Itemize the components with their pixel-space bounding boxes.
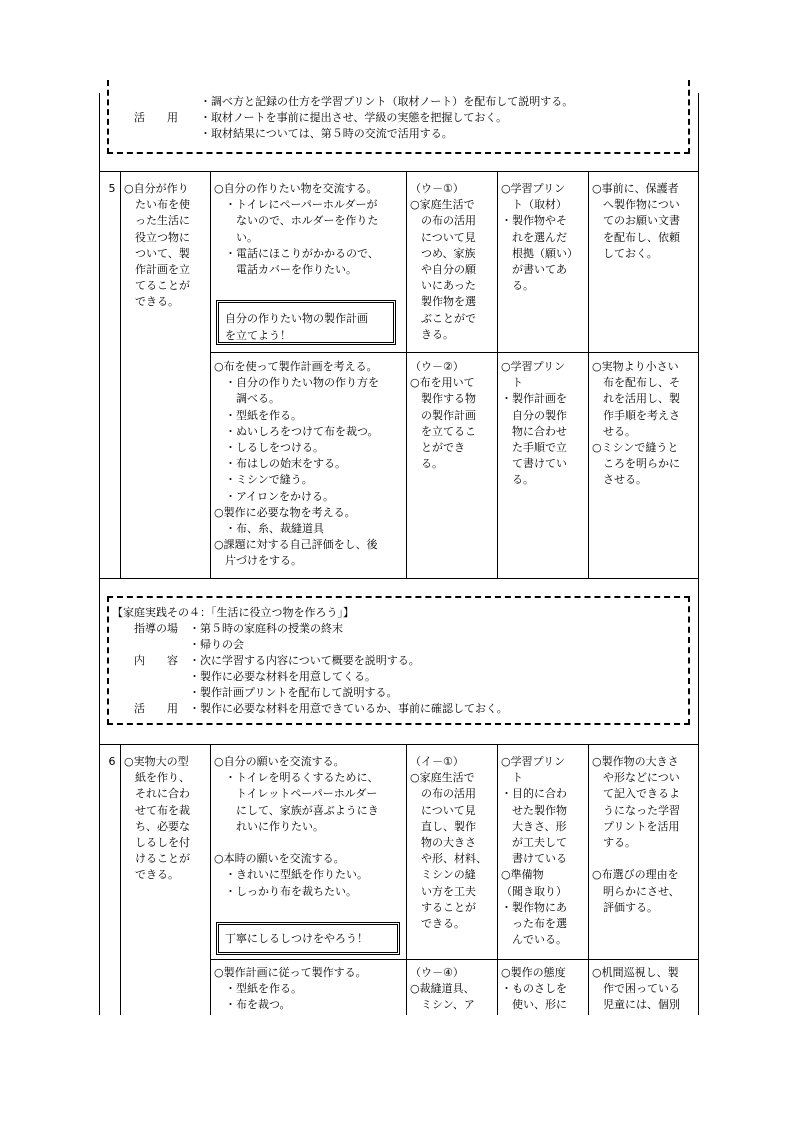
row6-task-line-1: 丁寧にしるしつけをやろう！ [225, 932, 368, 945]
row6-eval-a: ○学習プリン ト ・目的に合わ せた製作物 大きさ、形 が工夫して 書けている ○準備物 （聞き取り） ・製作物にあ った布を選 んでいる。 [501, 755, 567, 947]
row6-task-box [216, 922, 400, 955]
home-practice-line-5: ・製作計画プリントを配布して説明する。 [112, 686, 398, 699]
top-note-line-3: ・取材結果については、第５時の交流で活用する。 [112, 127, 453, 140]
row6-eval-b: ○製作の態度 ・ものさしを 使い、形に [501, 966, 567, 1012]
row5-number: 5 [108, 182, 116, 195]
row5-bottom-border [99, 578, 699, 579]
frame-right-border [698, 93, 699, 1015]
row6-support-b: ○机間巡視し、製 作で困っている 児童には、個別 [592, 966, 680, 1012]
row5-task-line-2: を立てよう！ [225, 329, 291, 342]
row6-activity-b: ○製作計画に従って製作する。 ・型紙を作る。 ・布を裁つ。 [214, 966, 367, 1012]
row5-support-b: ○実物より小さい 布を配布し、そ れを活用し、製 作手順を考えさ せる。 ○ミシンで縫うと ころを明らかに させる。 [592, 360, 680, 487]
row5-view-a: （ウ－①） ○家庭生活で の布の活用 について見 つめ、家族 や自分の願 いにあった 製作物を選 ぶことがで きる。 [410, 182, 476, 341]
row6-view-a: （イ－①） ○家庭生活で の布の活用 について見 直し、製作 物の大きさ や形、材料、 ミシンの縫 い方を工夫 することが できる。 [410, 755, 487, 931]
row5-task-line-1: 自分の作りたい物の製作計画 [225, 312, 368, 325]
row6-activity-a: ○自分の願いを交流する。 ・トイレを明るくするために、 トイレットペーパーホルダー にして、家族が喜ぶようにき れいに作りたい。 ○本時の願いを交流する。 ・きれいに型紙を作りたい。 ・しっかり布を裁ちたい。 [214, 755, 379, 898]
row5-goal: ○自分が作り たい布を使 った生活に 役立つ物に ついて、製 作計画を立 てることが できる。 [124, 182, 190, 309]
row5-col-divider-1 [120, 171, 121, 578]
row6-support-a: ○製作物の大きさ や形などについ て記入できるよ うになった学習 プリントを活用 する。 ○布選びの理由を 明らかにさせ、 評価する。 [592, 755, 680, 914]
home-practice-line-3: 内 容 ・次に学習する内容について概要を説明する。 [112, 654, 420, 667]
row5-eval-a: ○学習プリン ト（取材） ・製作物やそ れを選んだ 根拠（願い） が書いてあ る。 [501, 182, 578, 293]
row5-support-a: ○事前に、保護者 へ製作物につい てのお願い文書 を配布し、依頼 しておく。 [592, 182, 680, 260]
home-practice-line-1: 指導の場 ・第５時の家庭科の授業の終末 [112, 622, 343, 635]
row5-col-divider-3 [406, 171, 407, 578]
row6-col-divider-2 [210, 744, 211, 1015]
home-practice-line-4: ・製作に必要な材料を用意してくる。 [112, 670, 376, 683]
row6-col-divider-5 [588, 744, 589, 1015]
row6-inner-divider [210, 959, 698, 960]
row5-eval-b: ○学習プリン ト ・製作計画を 自分の製作 物に合わせ た手順で立 て書けてい る。 [501, 360, 567, 487]
row6-top-border [99, 744, 699, 745]
frame-left-border [99, 93, 100, 1015]
row5-activity-a: ○自分の作りたい物を交流する。 ・トイレにペーパーホルダーが ないので、ホルダーを作りた い。 ・電話にほこりがかかるので、 電話カバーを作りたい。 [214, 182, 379, 277]
row5-top-border [99, 171, 699, 172]
home-practice-line-6: 活 用 ・製作に必要な材料を用意できているか、事前に確認しておく。 [112, 702, 508, 715]
row5-view-b: （ウ－②） ○布を用いて 製作する物 の製作計画 を立てるこ とができ る。 [410, 360, 476, 471]
row6-col-divider-1 [120, 744, 121, 1015]
row5-inner-divider [210, 352, 698, 353]
row6-number: 6 [108, 755, 116, 768]
row6-col-divider-4 [497, 744, 498, 1015]
row6-view-b: （ウ－④） ○裁縫道具、 ミシン、ア [410, 966, 475, 1012]
row6-goal: ○実物大の型 紙を作り、 それに合わ せて布を裁 ち、必要な しるしを付 けることが できる。 [124, 755, 190, 882]
home-practice-line-2: ・帰りの会 [112, 638, 244, 651]
row5-col-divider-4 [497, 171, 498, 578]
top-note-line-2: 活 用 ・取材ノートを事前に提出させ、学級の実態を把握しておく。 [112, 111, 508, 124]
row5-col-divider-2 [210, 171, 211, 578]
row5-activity-b: ○布を使って製作計画を考える。 ・自分の作りたい物の作り方を 調べる。 ・型紙を作る。 ・ぬいしろをつけて布を裁つ。 ・しるしをつける。 ・布はしの始末をする。 ・ミシンで縫う。 ・アイロンをかける。 ○製作に必要な物を考える。 ・布、糸、裁縫道具 ○課題に対する自己評価をし、後 片づけをする。 [214, 360, 379, 568]
row6-col-divider-3 [406, 744, 407, 1015]
top-note-line-1: ・調べ方と記録の仕方を学習プリント（取材ノート）を配布して説明する。 [112, 95, 574, 108]
row5-col-divider-5 [588, 171, 589, 578]
home-practice-title: 【家庭実践その４：「生活に役立つ物を作ろう」】 [112, 606, 354, 619]
row5-task-box [216, 300, 396, 345]
